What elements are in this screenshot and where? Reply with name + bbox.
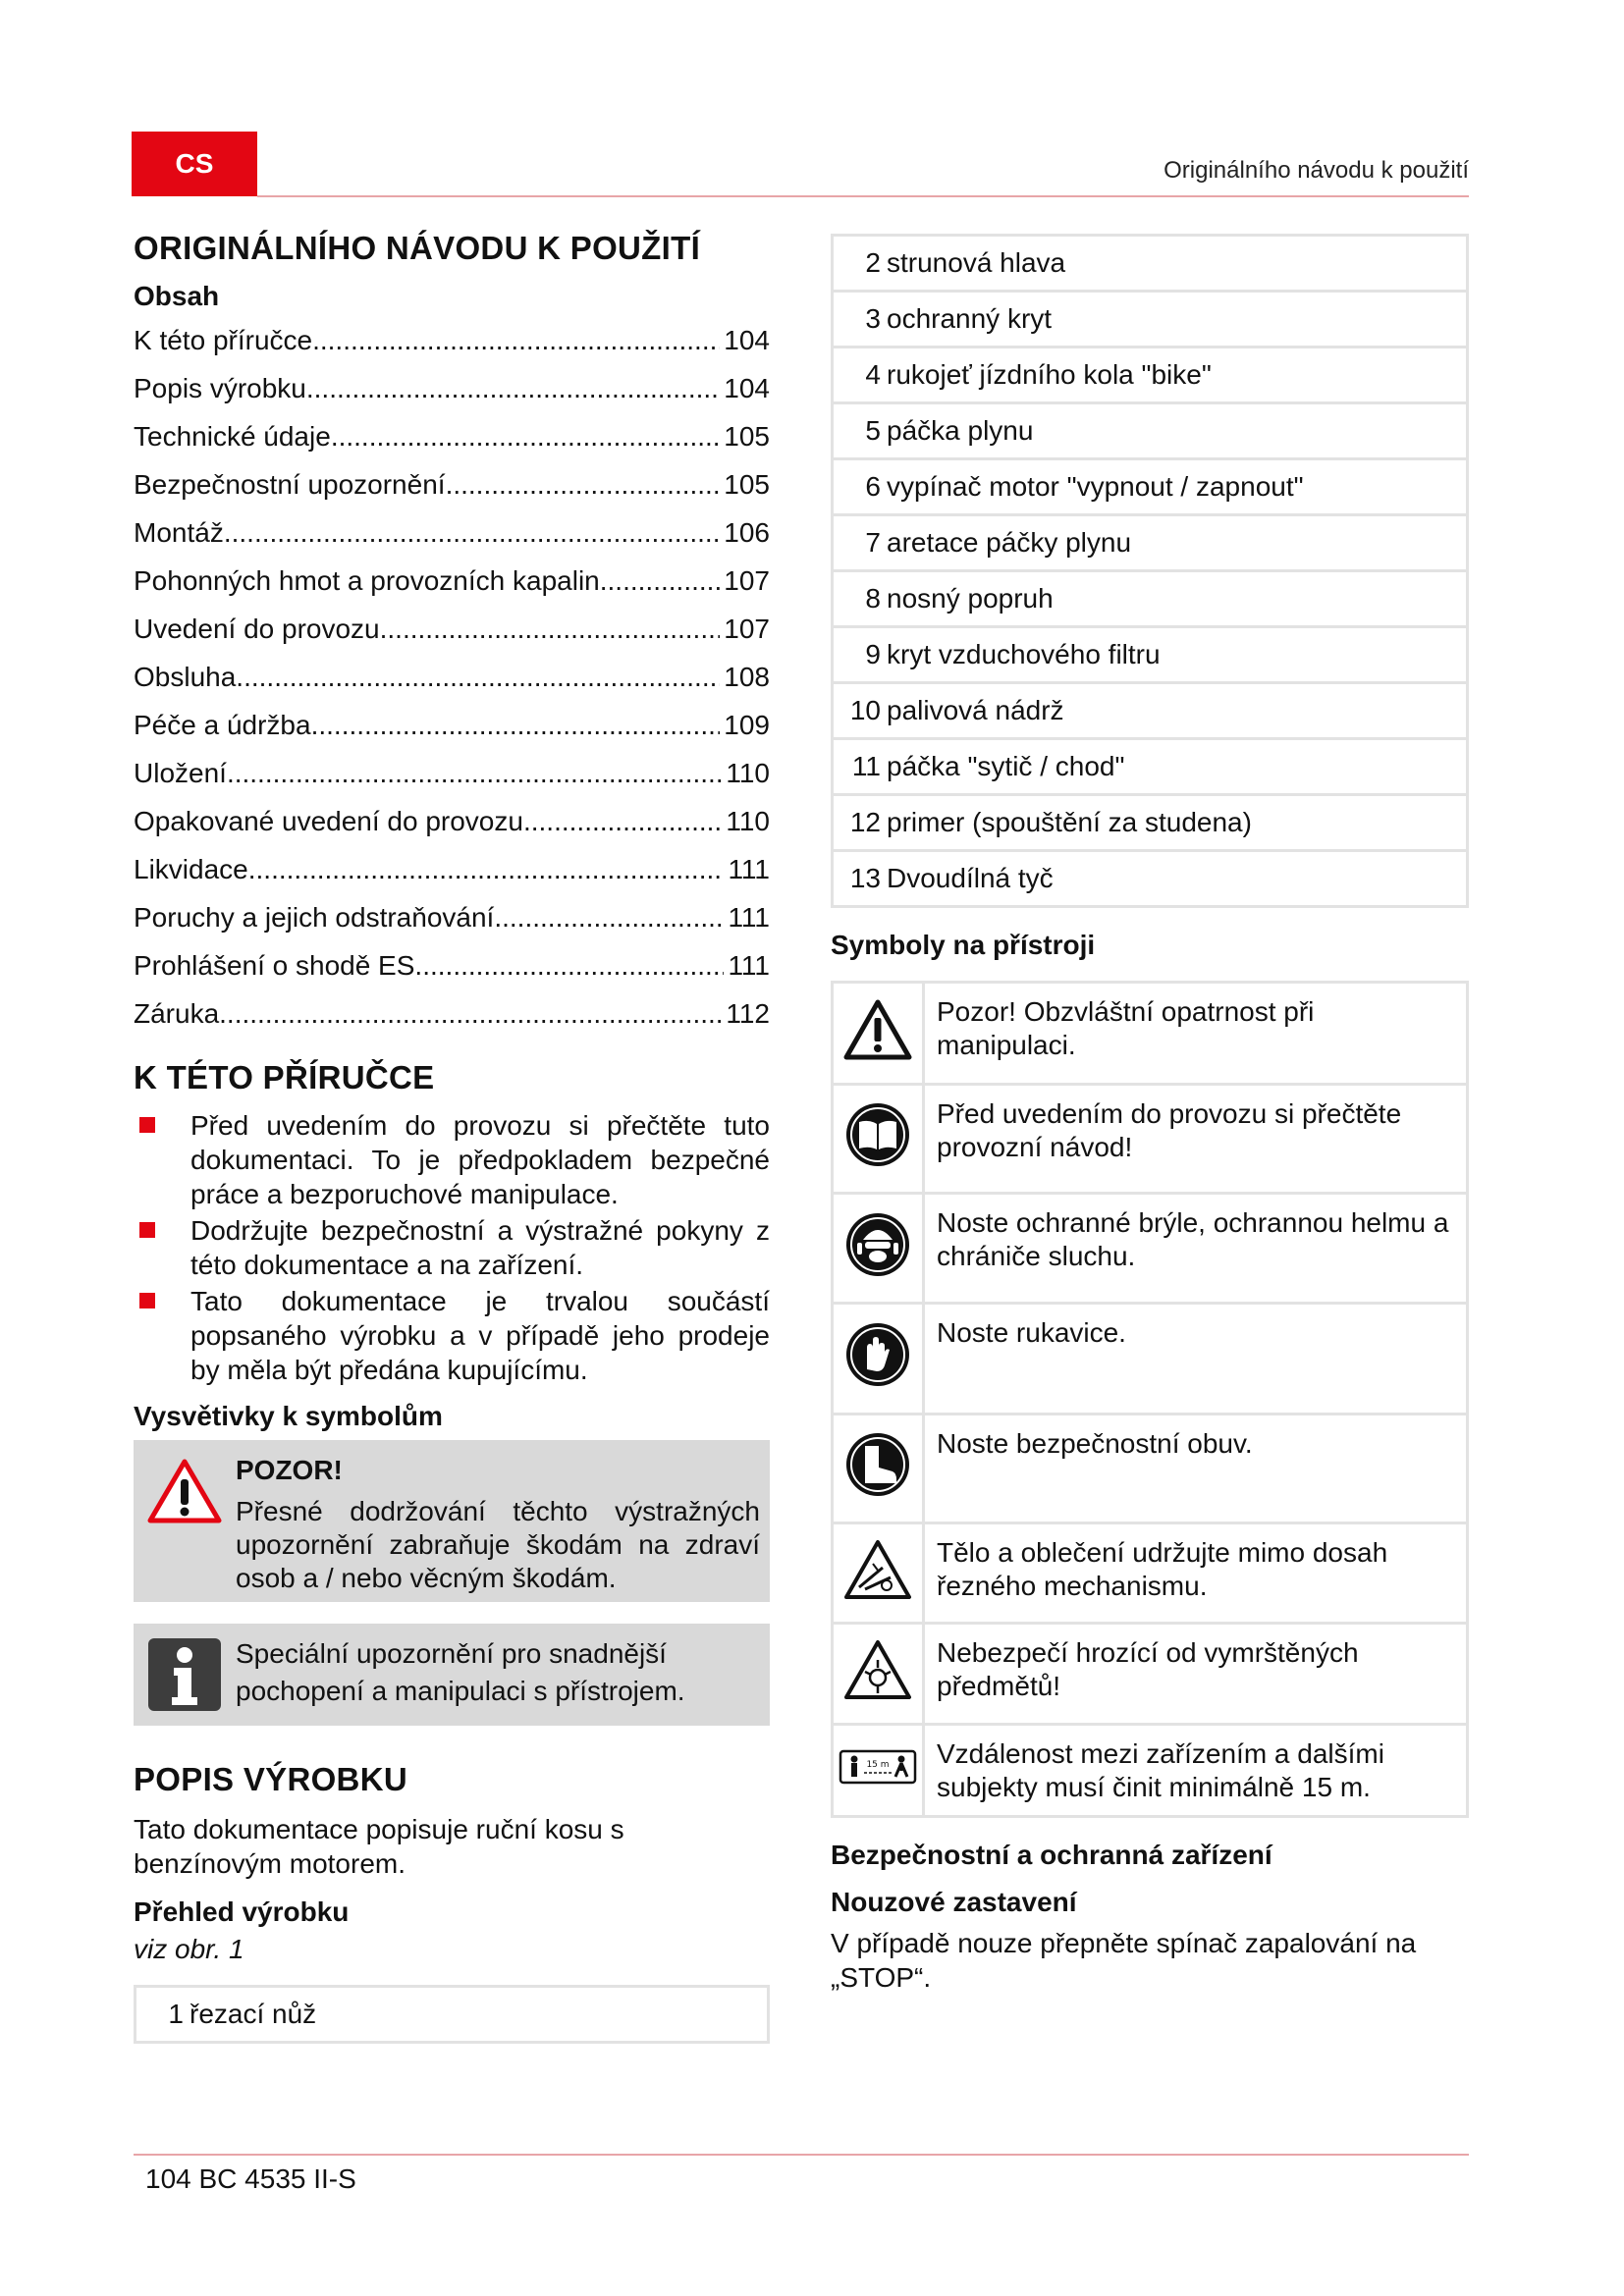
contents-heading: Obsah xyxy=(134,281,220,311)
distance-icon-label: 15 m xyxy=(866,1759,890,1770)
toc-entry-label: Pohonných hmot a provozních kapalin xyxy=(134,564,600,596)
part-row xyxy=(833,347,1468,403)
about-bullet-list xyxy=(134,1108,770,1387)
part-number: 5 xyxy=(865,415,881,446)
toc-entry xyxy=(134,989,770,1038)
part-row xyxy=(833,292,1468,347)
part-number: 8 xyxy=(865,583,881,614)
toc-entry-label: Montáž xyxy=(134,516,224,548)
footer-divider xyxy=(134,2154,1469,2156)
warning-box xyxy=(134,1440,770,1602)
safety-boots-icon xyxy=(843,1430,912,1507)
part-number: 1 xyxy=(168,1999,184,2029)
symbol-description: Noste ochranné brýle, ochrannou helmu a chrániče sluchu. xyxy=(924,1194,1468,1304)
toc-entry-page: 104 xyxy=(724,372,770,403)
toc-entry xyxy=(134,893,770,941)
about-heading: K TÉTO PŘÍRUČCE xyxy=(134,1059,435,1095)
part-label: vypínač motor "vypnout / zapnout" xyxy=(887,471,1304,502)
part-label: ochranný kryt xyxy=(887,303,1053,334)
part-number: 4 xyxy=(865,359,881,390)
read-manual-icon xyxy=(843,1100,912,1177)
part-row xyxy=(833,627,1468,683)
bullet-item xyxy=(134,1284,770,1387)
overview-heading: Přehled výrobku xyxy=(134,1896,350,1927)
toc-entry-label: Opakované uvedení do provozu xyxy=(134,805,523,836)
toc-leader-dots xyxy=(224,517,720,549)
toc-entry-page: 108 xyxy=(724,661,770,692)
bullet-square-icon xyxy=(139,1117,155,1133)
part-number: 3 xyxy=(865,303,881,334)
part-label: kryt vzduchového filtru xyxy=(887,639,1161,669)
warning-triangle-icon xyxy=(843,998,912,1069)
toc-entry-page: 106 xyxy=(724,516,770,548)
flying-objects-icon xyxy=(843,1638,912,1709)
toc-entry-label: K této příručce xyxy=(134,324,313,355)
toc-entry-label: Uvedení do provozu xyxy=(134,613,380,644)
part-number: 6 xyxy=(865,471,881,502)
toc-leader-dots xyxy=(414,950,724,982)
part-number: 2 xyxy=(865,247,881,278)
toc-entry xyxy=(134,749,770,797)
part-number: 11 xyxy=(851,751,881,781)
toc-entry xyxy=(134,941,770,989)
symbol-row xyxy=(833,1415,1468,1523)
toc-leader-dots xyxy=(380,614,721,645)
toc-entry-label: Bezpečnostní upozornění xyxy=(134,468,446,500)
part-label: páčka plynu xyxy=(887,415,1034,446)
symbols-table xyxy=(831,981,1469,1818)
toc-leader-dots xyxy=(236,662,720,693)
toc-entry-page: 111 xyxy=(728,853,770,884)
symbol-row xyxy=(833,1194,1468,1304)
warning-title: POZOR! xyxy=(236,1455,343,1485)
toc-entry-page: 110 xyxy=(726,757,770,788)
bullet-item xyxy=(134,1213,770,1282)
toc-entry-label: Likvidace xyxy=(134,853,248,884)
toc-entry xyxy=(134,557,770,605)
part-number: 10 xyxy=(849,695,881,725)
toc-entry-label: Popis výrobku xyxy=(134,372,306,403)
emergency-stop-heading: Nouzové zastavení xyxy=(831,1887,1077,1917)
symbol-row xyxy=(833,1085,1468,1194)
toc-entry-page: 112 xyxy=(726,997,770,1029)
toc-leader-dots xyxy=(600,565,721,597)
toc-entry-label: Obsluha xyxy=(134,661,237,692)
gloves-icon xyxy=(843,1320,912,1397)
symbols-heading: Symboly na přístroji xyxy=(831,930,1096,960)
toc-leader-dots xyxy=(331,421,720,453)
toc-entry xyxy=(134,316,770,364)
parts-table-left xyxy=(134,1985,770,2044)
left-column xyxy=(134,226,770,2044)
toc-leader-dots xyxy=(494,902,724,934)
product-intro: Tato dokumentace popisuje ruční kosu s benzínovým motorem. xyxy=(134,1814,624,1879)
part-row xyxy=(833,739,1468,795)
toc-leader-dots xyxy=(219,998,722,1030)
symbol-description: Před uvedením do provozu si přečtěte provozní návod! xyxy=(924,1085,1468,1194)
running-header-title: Originálního návodu k použití xyxy=(1164,157,1469,184)
part-label: strunová hlava xyxy=(887,247,1066,278)
part-row xyxy=(833,403,1468,459)
symbol-description: Noste rukavice. xyxy=(924,1304,1468,1415)
language-tab: CS xyxy=(132,132,257,196)
toc-entry-label: Uložení xyxy=(134,757,227,788)
page-title: ORIGINÁLNÍHO NÁVODU K POUŽITÍ xyxy=(134,230,701,266)
part-label: aretace páčky plynu xyxy=(887,527,1132,558)
toc-entry xyxy=(134,797,770,845)
header-divider xyxy=(257,195,1469,197)
bullet-text: Před uvedením do provozu si přečtěte tuto dokumentaci. To je předpokladem bezpečné práce a bezporuchové manipulace. xyxy=(190,1110,770,1209)
page-footer: 104 BC 4535 II-S xyxy=(145,2163,356,2194)
distance-icon xyxy=(839,1747,917,1794)
toc-entry-page: 109 xyxy=(724,709,770,740)
toc-entry-page: 104 xyxy=(724,324,770,355)
part-row xyxy=(135,1987,769,2043)
part-row xyxy=(833,236,1468,292)
toc-entry-label: Poruchy a jejich odstraňování xyxy=(134,901,495,933)
toc-entry xyxy=(134,845,770,893)
toc-entry xyxy=(134,605,770,653)
symbol-description: Noste bezpečnostní obuv. xyxy=(924,1415,1468,1523)
cutting-hazard-icon xyxy=(843,1538,912,1609)
part-row xyxy=(833,795,1468,851)
toc-entry xyxy=(134,364,770,412)
symbol-row xyxy=(833,1725,1468,1817)
bullet-text: Dodržujte bezpečnostní a výstražné pokyny z této dokumentace a na zařízení. xyxy=(190,1215,770,1280)
bullet-text: Tato dokumentace je trvalou součástí popsaného výrobku a v případě jeho prodeje by měla být předána kupujícímu. xyxy=(190,1286,770,1385)
toc-entry xyxy=(134,460,770,508)
toc-leader-dots xyxy=(306,373,720,404)
toc-entry-page: 105 xyxy=(724,420,770,452)
symbol-description: Nebezpečí hrozící od vymrštěných předmětů! xyxy=(924,1624,1468,1725)
safety-heading: Bezpečnostní a ochranná zařízení xyxy=(831,1840,1272,1870)
bullet-item xyxy=(134,1108,770,1211)
part-number: 13 xyxy=(849,863,881,893)
part-label: rukojeť jízdního kola "bike" xyxy=(887,359,1212,390)
toc-entry-page: 110 xyxy=(726,805,770,836)
warning-text: Přesné dodržování těchto výstražných upozornění zabraňuje škodám na zdraví osob a / nebo věcným škodám. xyxy=(236,1496,760,1593)
symbol-row xyxy=(833,1523,1468,1624)
symbol-row xyxy=(833,1304,1468,1415)
toc-entry-label: Technické údaje xyxy=(134,420,331,452)
bullet-square-icon xyxy=(139,1293,155,1308)
info-box xyxy=(134,1624,770,1726)
part-number: 7 xyxy=(865,527,881,558)
parts-table-right xyxy=(831,234,1469,908)
symbol-description: Pozor! Obzvláštní opatrnost při manipulaci. xyxy=(924,983,1468,1085)
product-heading: POPIS VÝROBKU xyxy=(134,1761,407,1797)
part-label: páčka "sytič / chod" xyxy=(887,751,1125,781)
part-label: Dvoudílná tyč xyxy=(887,863,1054,893)
part-number: 12 xyxy=(849,807,881,837)
toc-entry-page: 107 xyxy=(724,564,770,596)
toc-leader-dots xyxy=(446,469,721,501)
toc-entry-page: 105 xyxy=(724,468,770,500)
toc-leader-dots xyxy=(248,854,725,885)
part-row xyxy=(833,459,1468,515)
toc-entry-page: 107 xyxy=(724,613,770,644)
toc-entry-label: Péče a údržba xyxy=(134,709,311,740)
emergency-stop-text: V případě nouze přepněte spínač zapalování na „STOP“. xyxy=(831,1928,1417,1993)
toc-leader-dots xyxy=(312,325,720,356)
part-label: palivová nádrž xyxy=(887,695,1064,725)
part-label: nosný popruh xyxy=(887,583,1054,614)
toc-entry-label: Prohlášení o shodě ES xyxy=(134,949,415,981)
toc-leader-dots xyxy=(227,758,722,789)
info-text: Speciální upozornění pro snadnější pochopení a manipulaci s přístrojem. xyxy=(236,1638,685,1706)
right-column xyxy=(831,234,1469,1995)
toc-entry xyxy=(134,412,770,460)
symbol-description: Tělo a oblečení udržujte mimo dosah řezného mechanismu. xyxy=(924,1523,1468,1624)
toc-leader-dots xyxy=(523,806,722,837)
toc-entry xyxy=(134,508,770,557)
toc-entry-page: 111 xyxy=(728,949,770,981)
toc-entry-label: Záruka xyxy=(134,997,220,1029)
protective-gear-icon xyxy=(843,1210,912,1287)
info-icon xyxy=(134,1624,236,1726)
symbol-row xyxy=(833,1624,1468,1725)
bullet-square-icon xyxy=(139,1222,155,1238)
part-number: 9 xyxy=(865,639,881,669)
part-row xyxy=(833,851,1468,907)
warning-triangle-icon xyxy=(134,1440,236,1602)
figure-reference: viz obr. 1 xyxy=(134,1934,244,1964)
symbol-row xyxy=(833,983,1468,1085)
part-row xyxy=(833,683,1468,739)
toc-leader-dots xyxy=(311,710,721,741)
part-row xyxy=(833,515,1468,571)
part-label: primer (spouštění za studena) xyxy=(887,807,1252,837)
toc-entry xyxy=(134,701,770,749)
toc-entry xyxy=(134,653,770,701)
table-of-contents xyxy=(134,316,770,1038)
part-label: řezací nůž xyxy=(189,1999,317,2029)
legend-heading: Vysvětivky k symbolům xyxy=(134,1401,443,1431)
symbol-description: Vzdálenost mezi zařízením a dalšími subjekty musí činit minimálně 15 m. xyxy=(924,1725,1468,1817)
toc-entry-page: 111 xyxy=(728,901,770,933)
part-row xyxy=(833,571,1468,627)
